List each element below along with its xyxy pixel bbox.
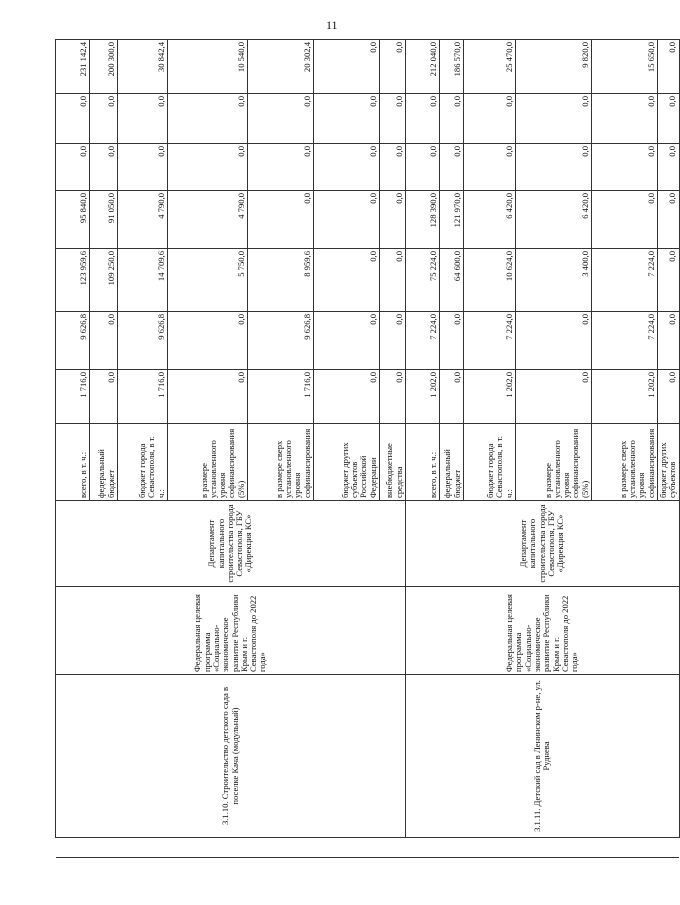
page-number: 11 [326,18,338,32]
financing-table [55,39,680,858]
year-value: 0,0 [90,370,118,424]
total-value: 186 570,0 [440,40,464,94]
program-name: Федеральная целевая программа «Социально-экономическое развитие Республики Крым и г. Севастополя до 2022 года» [406,587,680,675]
year-value: 4 790,0 [118,191,168,249]
year-value: 0,0 [90,94,118,144]
year-value: 0,0 [56,144,90,191]
year-value: 1 202,0 [406,370,440,424]
year-value: 128 390,0 [406,191,440,249]
year-value: 1 202,0 [592,370,658,424]
year-value: 0,0 [90,312,118,370]
year-value: 0,0 [658,312,680,370]
year-value: 10 624,0 [464,249,516,312]
year-value: 1 716,0 [56,370,90,424]
year-value: 8 959,6 [248,249,314,312]
year-value: 0,0 [516,312,592,370]
spacer-cell [406,838,680,858]
year-value: 0,0 [658,144,680,191]
year-value: 0,0 [658,249,680,312]
year-value: 0,0 [248,191,314,249]
year-value: 0,0 [440,370,464,424]
year-value: 4 790,0 [168,191,248,249]
year-value: 0,0 [168,144,248,191]
rotated-table-sheet [55,40,678,858]
year-value: 1 716,0 [248,370,314,424]
year-value: 75 224,0 [406,249,440,312]
year-value: 9 626,8 [248,312,314,370]
total-value: 15 650,0 [592,40,658,94]
year-value: 0,0 [168,312,248,370]
year-value: 0,0 [406,144,440,191]
year-value: 0,0 [380,312,406,370]
funding-source: федеральный бюджет [440,424,464,501]
year-value: 64 600,0 [440,249,464,312]
year-value: 0,0 [658,94,680,144]
total-value: 0,0 [380,40,406,94]
year-value: 0,0 [658,191,680,249]
total-value: 212 040,0 [406,40,440,94]
total-value: 9 820,0 [516,40,592,94]
program-name: Федеральная целевая программа «Социально-экономическое развитие Республики Крым и г. Севастополя до 2022 года» [56,587,406,675]
funding-source: в размере установленного уровня софинансирования (5%) [516,424,592,501]
total-value: 25 470,0 [464,40,516,94]
year-value: 14 709,6 [118,249,168,312]
year-value: 9 626,8 [56,312,90,370]
funding-source: бюджет города Севастополя, в т. ч.: [464,424,516,501]
year-value: 6 420,0 [464,191,516,249]
year-value: 0,0 [248,144,314,191]
year-value: 9 626,8 [118,312,168,370]
funding-source: внебюджетные средства [380,424,406,501]
year-value: 0,0 [406,94,440,144]
funding-source: в размере сверх установленного уровня софинансирования [248,424,314,501]
total-value: 0,0 [314,40,380,94]
year-value: 0,0 [592,144,658,191]
year-value: 0,0 [658,370,680,424]
project-name: 3.1.11. Детский сад в Ленинском р-не, ул. Руднева [406,675,680,838]
year-value: 0,0 [90,144,118,191]
year-value: 121 970,0 [440,191,464,249]
funding-source: в размере сверх установленного уровня софинансирования [592,424,658,501]
total-value: 0,0 [658,40,680,94]
year-value: 0,0 [168,370,248,424]
year-value: 7 224,0 [406,312,440,370]
funding-source: бюджет города Севастополя, в т. ч.: [118,424,168,501]
year-value: 0,0 [440,144,464,191]
total-value: 231 142,4 [56,40,90,94]
year-value: 0,0 [380,370,406,424]
year-value: 0,0 [380,249,406,312]
executor-name: Департамент капитального строительства города Севастополя, ГБУ «Дирекция КС» [56,501,406,587]
year-value: 0,0 [440,94,464,144]
year-value: 0,0 [440,312,464,370]
year-value: 0,0 [314,249,380,312]
year-value: 109 250,0 [90,249,118,312]
year-value: 0,0 [516,94,592,144]
year-value: 0,0 [592,191,658,249]
year-value: 0,0 [248,94,314,144]
year-value: 0,0 [516,144,592,191]
year-value: 0,0 [380,94,406,144]
year-value: 0,0 [118,94,168,144]
funding-source: бюджет других субъектов Российской Федерации [314,424,380,501]
year-value: 0,0 [464,144,516,191]
year-value: 0,0 [380,191,406,249]
project-name: 3.1.10. Строительство детского сада в поселке Кача (модульный) [56,675,406,838]
funding-source: бюджет других субъектов [658,424,680,501]
year-value: 0,0 [314,370,380,424]
year-value: 1 716,0 [118,370,168,424]
year-value: 0,0 [118,144,168,191]
funding-source: в размере установленного уровня софинансирования (5%) [168,424,248,501]
year-value: 0,0 [56,94,90,144]
year-value: 6 420,0 [516,191,592,249]
executor-name: Департамент капитального строительства города Севастополя, ГБУ «Дирекция КС» [406,501,680,587]
year-value: 3 400,0 [516,249,592,312]
year-value: 0,0 [314,312,380,370]
year-value: 7 224,0 [464,312,516,370]
year-value: 7 224,0 [592,249,658,312]
funding-source: федеральный бюджет [90,424,118,501]
total-value: 20 302,4 [248,40,314,94]
year-value: 0,0 [592,94,658,144]
year-value: 1 202,0 [464,370,516,424]
financing-table-rotated [55,40,678,858]
year-value: 0,0 [314,191,380,249]
funding-source: всего, в т. ч.: [406,424,440,501]
year-value: 7 224,0 [592,312,658,370]
funding-source: всего, в т. ч.: [56,424,90,501]
year-value: 0,0 [516,370,592,424]
year-value: 0,0 [168,94,248,144]
total-value: 200 300,0 [90,40,118,94]
table-row [406,40,440,858]
year-value: 0,0 [380,144,406,191]
year-value: 0,0 [314,144,380,191]
year-value: 0,0 [464,94,516,144]
total-value: 10 540,0 [168,40,248,94]
spacer-cell [56,838,406,858]
total-value: 30 842,4 [118,40,168,94]
year-value: 0,0 [314,94,380,144]
year-value: 5 750,0 [168,249,248,312]
year-value: 95 840,0 [56,191,90,249]
year-value: 91 050,0 [90,191,118,249]
table-row [56,40,90,858]
year-value: 123 959,6 [56,249,90,312]
